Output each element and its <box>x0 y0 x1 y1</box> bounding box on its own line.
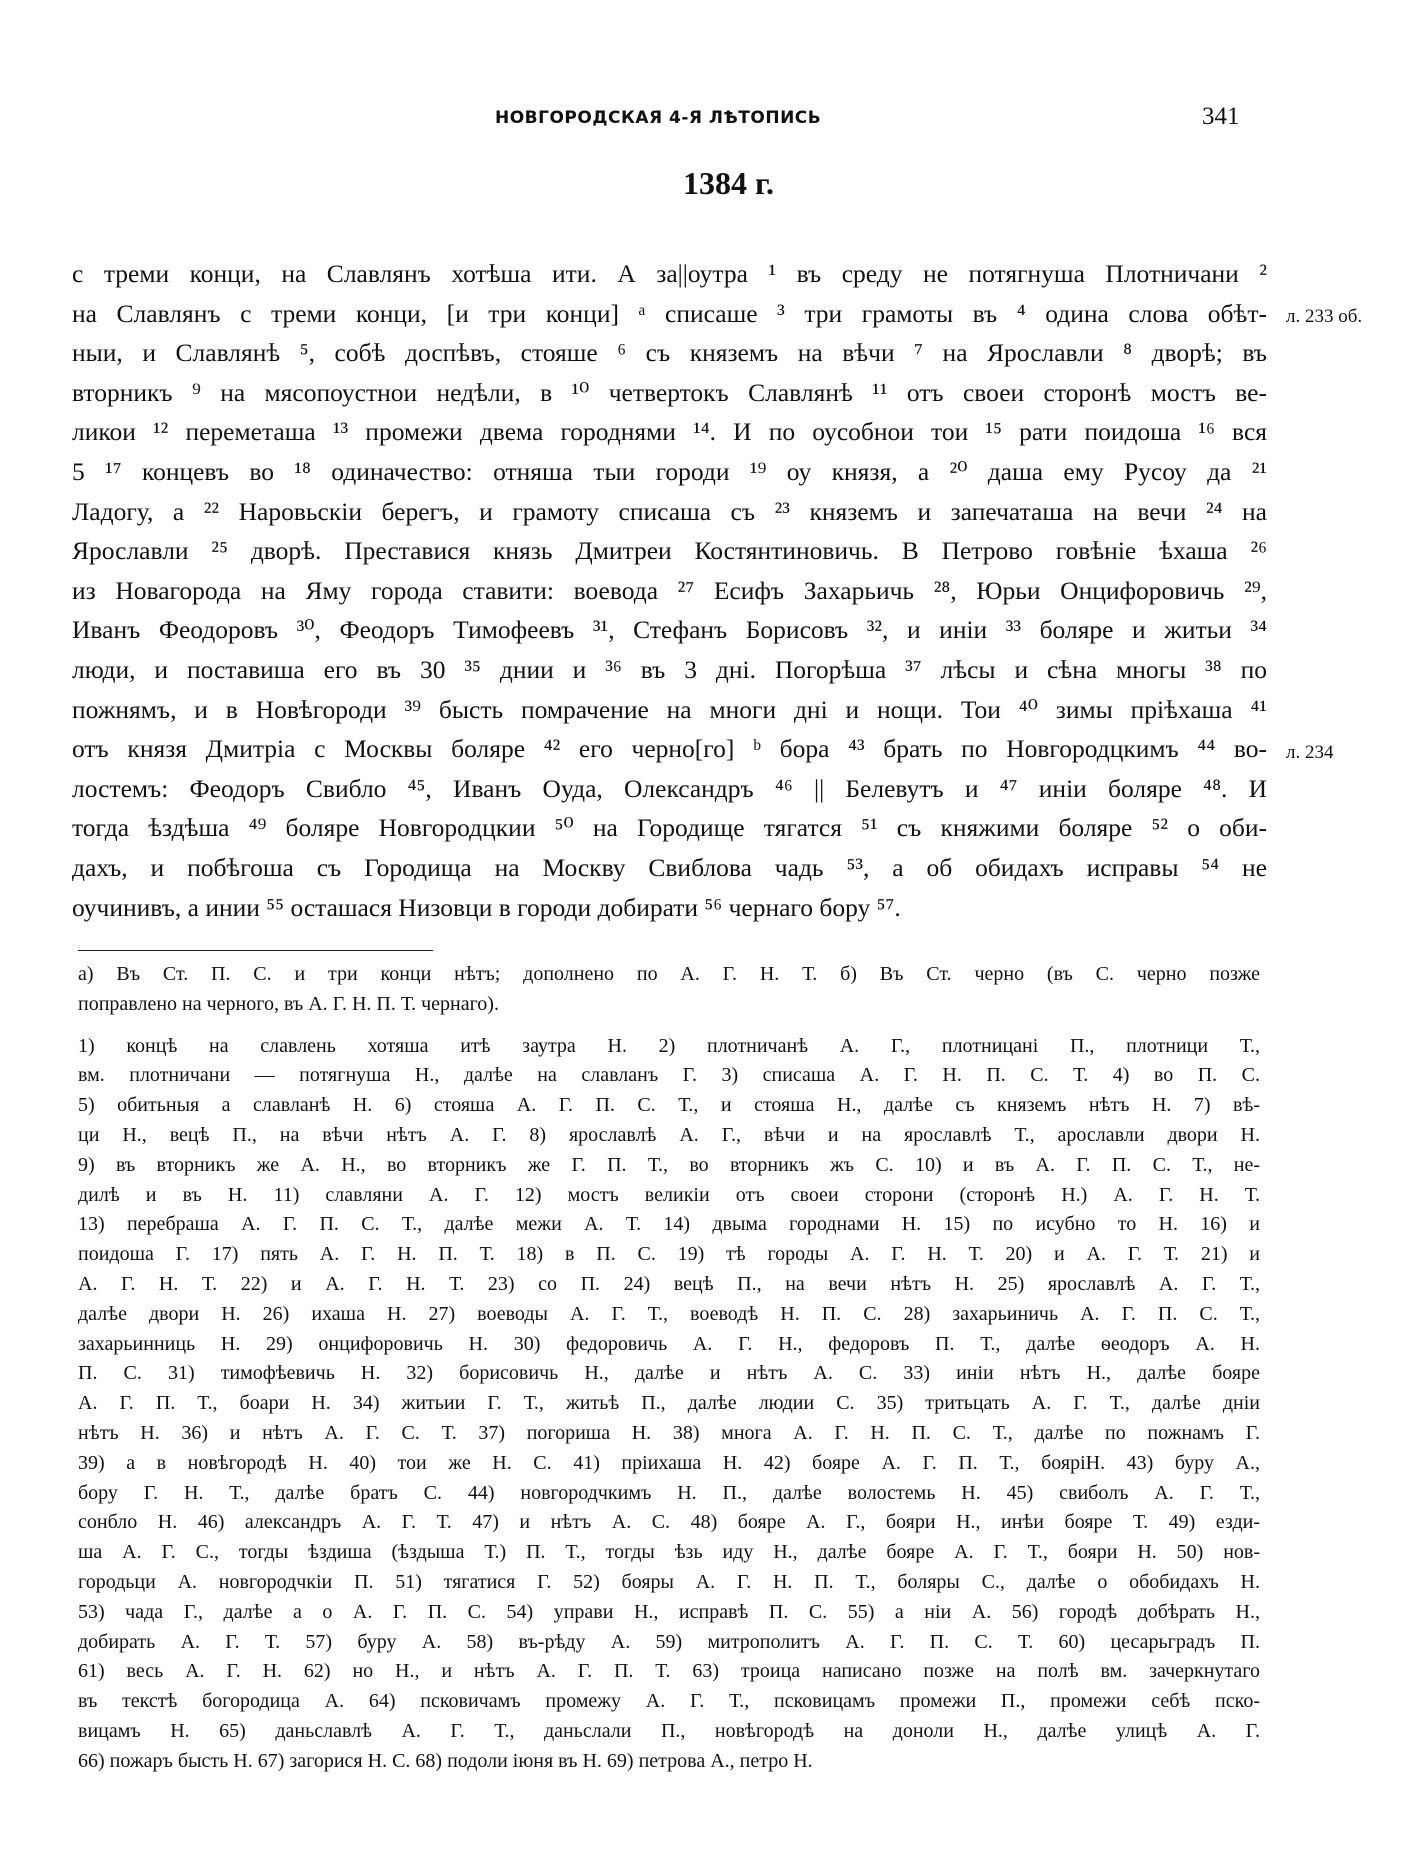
footnote-line: добирать А. Г. Т. 57) буру А. 58) въ-рѣду А. 59) митрополитъ А. Г. П. С. Т. 60) цесарьградъ П. <box>78 1630 1260 1653</box>
footnote-line: 13) перебраша А. Г. П. С. Т., далѣе межи А. Т. 14) двыма городнами Н. 15) по исубно то Н. 16) и <box>78 1213 1260 1236</box>
footnote-line: сонбло Н. 46) александръ А. Г. Т. 47) и нѣтъ А. С. 48) бояре А. Г., бояри Н., инѣи бояре Т. 49) езди- <box>78 1511 1260 1534</box>
footnote-line: далѣе двори Н. 26) ихаша Н. 27) воеводы А. Г. Т., воеводѣ Н. П. С. 28) захарьиничь А. Г. П. С. Т., <box>78 1302 1260 1325</box>
text-line: дахъ, и побѣгоша съ Городища на Москву Свиблова чадь ⁵³, а об обидахъ исправы ⁵⁴ не <box>72 852 1267 882</box>
footnote-line: 39) а в новѣгородѣ Н. 40) тои же Н. С. 41) пріихаша Н. 42) бояре А. Г. П. Т., бояріН. 43) буру А., <box>78 1451 1260 1474</box>
footnote-line: 5) обитьныя а славланѣ Н. 6) стояша А. Г. П. С. Т., и стояша Н., далѣе съ княземъ нѣтъ Н. 7) вѣ- <box>78 1094 1260 1117</box>
text-line: на Славлянъ с треми конци, [и три конци] ᵃ списаше ³ три грамоты въ ⁴ одина слова обѣт- <box>72 298 1267 328</box>
footnote-rule <box>78 950 433 951</box>
text-line: отъ князя Дмитріа с Москвы боляре ⁴² его черно[го] ᵇ бора ⁴³ брать по Новгородцкимъ ⁴⁴ во- <box>72 734 1267 764</box>
footnote-line: П. С. 31) тимофѣевичь Н. 32) борисовичь Н., далѣе и нѣтъ А. С. 33) иніи нѣтъ Н., далѣе бояре <box>78 1362 1260 1385</box>
footnote-line: бору Г. Н. Т., далѣе братъ С. 44) новгородчкимъ Н. П., далѣе волостемь Н. 45) свиболъ А. Г. Т., <box>78 1481 1260 1504</box>
chronicle-text <box>72 254 1267 927</box>
text-line: ныи, и Славлянѣ ⁵, собѣ доспѣвъ, стояше ⁶ съ княземъ на вѣчи ⁷ на Ярославли ⁸ дворѣ; въ <box>72 338 1267 368</box>
footnote-line: 61) весь А. Г. Н. 62) но Н., и нѣтъ А. Г. П. Т. 63) троица написано позже на полѣ вм. зачеркнутаго <box>78 1660 1260 1683</box>
footnote-line: захарьинниць Н. 29) онцифоровичь Н. 30) федоровичь А. Г. Н., федоровъ П. Т., далѣе ѳеодоръ А. Н. <box>78 1332 1260 1355</box>
footnote-line: ша А. Г. С., тогды ѣздиша (ѣздыша Т.) П. Т., тогды ѣзь иду Н., далѣе бояре А. Г. Т., бояри Н. 50) нов- <box>78 1541 1260 1564</box>
footnote-line: 66) пожаръ бысть Н. 67) загорися Н. С. 68) подоли іюня въ Н. 69) петрова А., петро Н. <box>78 1749 813 1772</box>
running-title: НОВГОРОДСКАЯ 4-Я ЛѢТОПИСЬ <box>495 108 822 128</box>
page-number: 341 <box>1202 103 1240 130</box>
footnote-line: въ текстѣ богородица А. 64) псковичамъ промежу А. Г. Т., псковицамъ промежи П., промежи себѣ пско- <box>78 1690 1260 1713</box>
text-line: тогда ѣздѣша ⁴⁹ боляре Новгородцкии ⁵⁰ на Городище тягатся ⁵¹ съ княжими боляре ⁵² о оби- <box>72 813 1267 843</box>
footnote-line: городьци А. новгородчкіи П. 51) тягатися Г. 52) бояры А. Г. Н. П. Т., боляры С., далѣе о обобидахъ Н. <box>78 1570 1260 1593</box>
footnote-line: А. Г. П. Т., боари Н. 34) житьии Г. Т., житьѣ П., далѣе людии С. 35) тритьцать А. Г. Т., далѣе днiи <box>78 1392 1260 1415</box>
text-line: люди, и поставиша его въ 30 ³⁵ днии и ³⁶ въ 3 дні. Погорѣша ³⁷ лѣсы и сѣна многы ³⁸ по <box>72 654 1267 684</box>
footnote-line: нѣтъ Н. 36) и нѣтъ А. Г. С. Т. 37) погориша Н. 38) многа А. Г. Н. П. С. Т., далѣе по пожнамъ Г. <box>78 1421 1260 1444</box>
footnote-line: 9) въ вторникъ же А. Н., во вторникъ же Г. П. Т., во вторникъ жъ С. 10) и въ А. Г. П. С. Т., не- <box>78 1153 1260 1176</box>
year-heading: 1384 г. <box>683 165 774 201</box>
footnote-line: дилѣ и въ Н. 11) славляни А. Г. 12) мостъ великіи отъ своеи сторони (сторонѣ Н.) А. Г. Н. Т. <box>78 1183 1260 1206</box>
text-line: из Новагорода на Яму города ставити: воевода ²⁷ Есифъ Захарьичь ²⁸, Юрьи Онцифоровичь ²⁹, <box>72 575 1267 605</box>
footnote-line: 53) чада Г., далѣе а о А. Г. П. С. 54) управи Н., исправѣ П. С. 55) а ніи А. 56) городѣ добѣрать Н., <box>78 1600 1260 1623</box>
text-line: с треми конци, на Славлянъ хотѣша ити. А за||оутра ¹ въ среду не потягнуша Плотничани ² <box>72 259 1267 288</box>
text-line: Иванъ Феодоровъ ³⁰, Феодоръ Тимофеевъ ³¹, Стефанъ Борисовъ ³², и иніи ³³ боляре и житьи ³⁴ <box>72 615 1267 645</box>
footnote-gap <box>78 1020 1260 1032</box>
footnote-line: поидоша Г. 17) пять А. Г. Н. П. Т. 18) в П. С. 19) тѣ городы А. Г. Н. Т. 20) и А. Г. Т. 21) и <box>78 1243 1260 1266</box>
text-line: ликои ¹² переметаша ¹³ промежи двема городнями ¹⁴. И по оусобнои тои ¹⁵ рати поидоша ¹⁶ вся <box>72 417 1267 447</box>
text-line: оучинивъ, а инии ⁵⁵ осташася Низовци в городи добирати ⁵⁶ чернаго бору ⁵⁷. <box>72 892 901 922</box>
text-line: пожнямъ, и в Новѣгороди ³⁹ бысть помрачение на многи дні и нощи. Тои ⁴⁰ зимы пріѣхаша ⁴¹ <box>72 694 1267 724</box>
text-line: лостемъ: Феодоръ Свибло ⁴⁵, Иванъ Оуда, Олександръ ⁴⁶ || Белевутъ и ⁴⁷ иніи боляре ⁴⁸. И <box>72 773 1267 803</box>
footnote-line: А. Г. Н. Т. 22) и А. Г. Н. Т. 23) со П. 24) вецѣ П., на вечи нѣтъ Н. 25) ярославлѣ А. Г. Т., <box>78 1272 1260 1295</box>
text-line: Ладогу, а ²² Наровьскіи берегъ, и грамоту списаша съ ²³ княземъ и запечаташа на вечи ²⁴ на <box>72 496 1267 526</box>
footnotes <box>78 960 1260 1777</box>
margin-folio-note: л. 234 <box>1286 742 1334 763</box>
footnote-line: вицамъ Н. 65) даньславлѣ А. Г. Т., даньслали П., новѣгородѣ на доноли Н., далѣе улицѣ А. Г. <box>78 1719 1260 1742</box>
text-line: Ярославли ²⁵ дворѣ. Преставися князь Дмитреи Костянтиновичь. В Петрово говѣніе ѣхаша ²⁶ <box>72 536 1267 566</box>
footnote-line: поправлено на черного, въ А. Г. Н. П. Т. чернаго). <box>78 992 499 1015</box>
footnote-line: а) Въ Ст. П. С. и три конци нѣтъ; дополнено по А. Г. Н. Т. б) Въ Ст. черно (въ С. черно позже <box>78 963 1260 985</box>
footnote-line: вм. плотничани — потягнуша Н., далѣе на славланъ Г. 3) списаша А. Г. Н. П. С. Т. 4) во П. С. <box>78 1064 1260 1087</box>
text-line: 5 ¹⁷ концевъ во ¹⁸ одиначество: отняша тыи городи ¹⁹ оу князя, а ²⁰ даша ему Русоу да ²¹ <box>72 456 1267 486</box>
margin-folio-note: л. 233 об. <box>1286 306 1363 327</box>
text-line: вторникъ ⁹ на мясопоустнои недѣли, в ¹⁰ четвертокъ Славлянѣ ¹¹ отъ своеи сторонѣ мостъ ве- <box>72 377 1267 407</box>
footnote-line: ци Н., вецѣ П., на вѣчи нѣтъ А. Г. 8) ярославлѣ А. Г., вѣчи и на ярославлѣ Т., арославли двори Н. <box>78 1123 1260 1146</box>
footnote-line: 1) концѣ на славлень хотяша итѣ заутра Н. 2) плотничанѣ А. Г., плотницані П., плотници Т., <box>78 1034 1260 1057</box>
